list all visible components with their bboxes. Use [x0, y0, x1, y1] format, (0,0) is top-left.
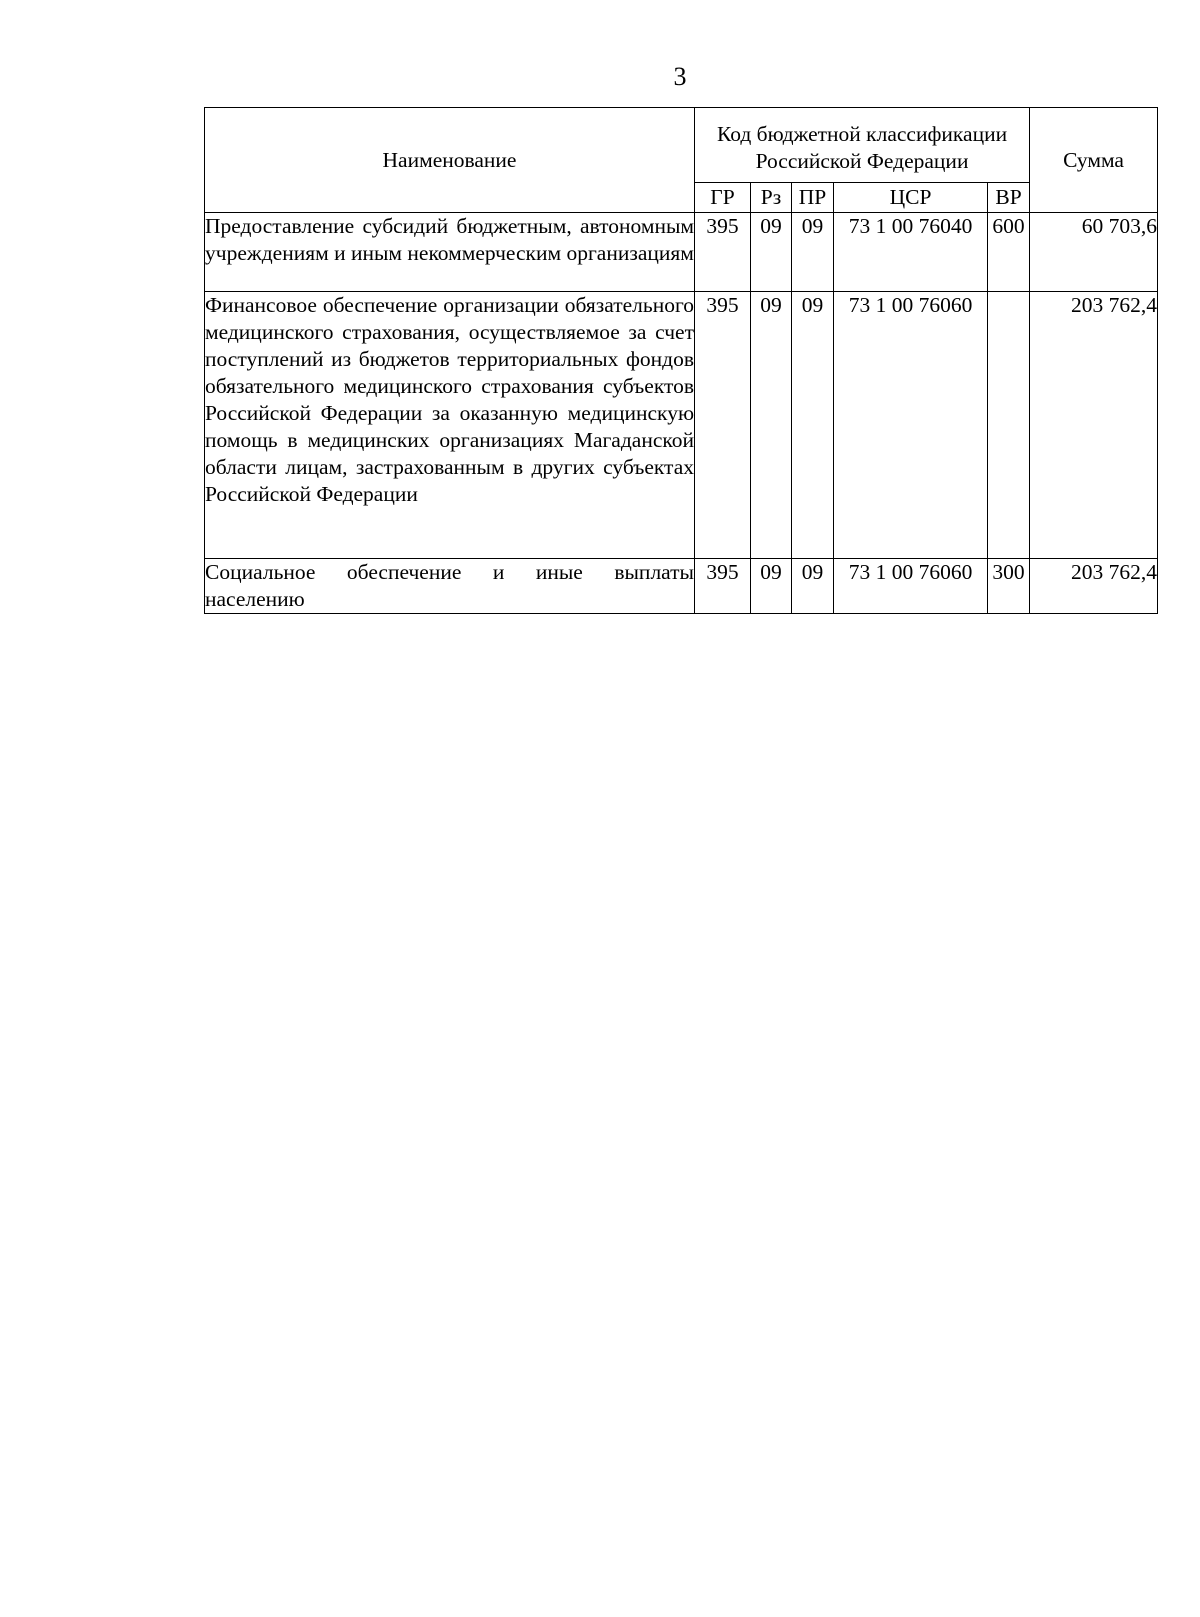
header-code-group: Код бюджетной классификации Российской Федерации	[695, 108, 1030, 183]
header-sum: Сумма	[1030, 108, 1158, 213]
header-vr: ВР	[988, 183, 1030, 213]
header-csr: ЦСР	[834, 183, 988, 213]
row-csr: 73 1 00 76060	[834, 292, 988, 559]
row-rz: 09	[751, 292, 792, 559]
row-csr: 73 1 00 76040	[834, 213, 988, 292]
row-name: Предоставление субсидий бюджетным, автономным учреждениям и иным некоммерческим организациям	[205, 213, 695, 292]
page-number: 3	[673, 62, 687, 91]
row-csr: 73 1 00 76060	[834, 559, 988, 614]
header-gr: ГР	[695, 183, 751, 213]
row-vr: 300	[988, 559, 1030, 614]
row-sum: 203 762,4	[1030, 292, 1158, 559]
table-row	[205, 213, 1158, 292]
row-gr: 395	[695, 292, 751, 559]
table-row	[205, 292, 1158, 559]
header-row	[205, 108, 1158, 183]
row-pr: 09	[792, 213, 834, 292]
header-rz: Рз	[751, 183, 792, 213]
row-gr: 395	[695, 213, 751, 292]
row-rz: 09	[751, 559, 792, 614]
header-pr: ПР	[792, 183, 834, 213]
row-vr: 600	[988, 213, 1030, 292]
row-name: Финансовое обеспечение организации обязательного медицинского страхования, осуществляемое за счет поступлений из бюджетов территориальных фондов обязательного медицинского страхования субъектов Российской Федерации за оказанную медицинскую помощь в медицинских организациях Магаданской области лицам, застрахованным в других субъектах Российской Федерации	[205, 292, 695, 559]
table-row	[205, 559, 1158, 614]
row-pr: 09	[792, 292, 834, 559]
row-rz: 09	[751, 213, 792, 292]
row-vr	[988, 292, 1030, 559]
row-sum: 60 703,6	[1030, 213, 1158, 292]
budget-table	[204, 107, 1158, 614]
row-sum: 203 762,4	[1030, 559, 1158, 614]
row-name: Социальное обеспечение и иные выплаты населению	[205, 559, 695, 614]
header-name: Наименование	[205, 108, 695, 213]
row-pr: 09	[792, 559, 834, 614]
row-gr: 395	[695, 559, 751, 614]
